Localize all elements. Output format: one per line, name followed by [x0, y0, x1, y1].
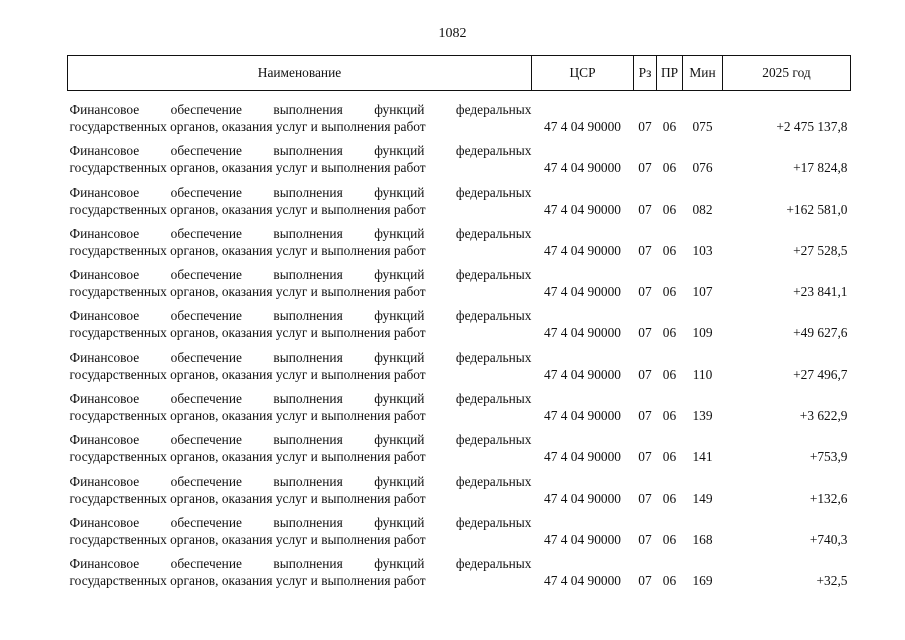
table-row	[68, 135, 851, 176]
row-name	[68, 383, 532, 424]
row-rz: 07	[638, 284, 652, 300]
row-name-line-2: государственных органов, оказания услуг и выполнения работ	[69, 160, 426, 176]
row-amount: +27 528,5	[793, 242, 848, 258]
row-name	[68, 465, 532, 506]
row-min: 107	[692, 284, 713, 300]
row-rz: 07	[638, 573, 652, 589]
row-name-line-2: государственных органов, оказания услуг и выполнения работ	[69, 119, 426, 134]
row-csr: 47 4 04 90000	[544, 242, 621, 258]
row-name-line-1: Финансовое обеспечение выполнения функций федеральных	[69, 225, 532, 241]
row-min: 141	[692, 449, 713, 465]
table-row	[68, 259, 851, 300]
table-row	[68, 300, 851, 341]
row-name-line-2: государственных органов, оказания услуг и выполнения работ	[69, 408, 426, 424]
row-rz: 07	[638, 366, 652, 382]
row-name	[68, 218, 532, 259]
row-pr: 06	[662, 366, 677, 382]
row-name	[68, 300, 532, 341]
row-name-line-2: государственных органов, оказания услуг и выполнения работ	[69, 531, 426, 547]
row-name-line-1: Финансовое обеспечение выполнения функций федеральных	[69, 143, 532, 159]
table-row	[68, 424, 851, 465]
header-name: Наименование	[68, 56, 532, 91]
row-name	[68, 507, 532, 548]
row-name	[68, 548, 532, 589]
row-amount: +27 496,7	[793, 366, 848, 382]
row-name-line-1: Финансовое обеспечение выполнения функций федеральных	[69, 349, 532, 365]
row-amount: +740,3	[809, 531, 848, 547]
row-name-line-1: Финансовое обеспечение выполнения функций федеральных	[69, 267, 532, 283]
row-csr: 47 4 04 90000	[544, 325, 621, 341]
row-rz: 07	[638, 408, 652, 424]
row-name-line-1: Финансовое обеспечение выполнения функций федеральных	[69, 184, 532, 200]
row-amount: +32,5	[816, 573, 848, 589]
row-csr: 47 4 04 90000	[544, 449, 621, 465]
row-name-line-1: Финансовое обеспечение выполнения функций федеральных	[69, 308, 532, 324]
table-row	[68, 383, 851, 424]
header-rz: Рз	[634, 56, 657, 91]
row-csr: 47 4 04 90000	[544, 408, 621, 424]
row-rz: 07	[638, 449, 652, 465]
row-csr: 47 4 04 90000	[544, 119, 621, 134]
row-pr: 06	[662, 573, 677, 589]
row-name-line-2: государственных органов, оказания услуг и выполнения работ	[69, 490, 426, 506]
row-name-line-2: государственных органов, оказания услуг и выполнения работ	[69, 201, 426, 217]
row-min: 082	[692, 201, 713, 217]
row-name	[68, 259, 532, 300]
row-pr: 06	[662, 408, 677, 424]
row-csr: 47 4 04 90000	[544, 284, 621, 300]
row-amount: +17 824,8	[793, 160, 848, 176]
row-amount: +162 581,0	[786, 201, 848, 217]
table-row	[68, 341, 851, 382]
row-rz: 07	[638, 531, 652, 547]
row-name-line-2: государственных органов, оказания услуг и выполнения работ	[69, 242, 426, 258]
header-csr: ЦСР	[532, 56, 634, 91]
row-min: 168	[692, 531, 713, 547]
row-name-line-2: государственных органов, оказания услуг и выполнения работ	[69, 449, 426, 465]
row-name-line-1: Финансовое обеспечение выполнения функций федеральных	[69, 391, 532, 407]
row-name-line-2: государственных органов, оказания услуг и выполнения работ	[69, 366, 426, 382]
budget-table	[67, 55, 851, 589]
row-csr: 47 4 04 90000	[544, 573, 621, 589]
row-pr: 06	[662, 449, 677, 465]
table-row	[68, 548, 851, 589]
row-name-line-2: государственных органов, оказания услуг и выполнения работ	[69, 325, 426, 341]
row-pr: 06	[662, 160, 677, 176]
table-row	[68, 507, 851, 548]
row-rz: 07	[638, 201, 652, 217]
row-pr: 06	[662, 201, 677, 217]
row-rz: 07	[638, 119, 652, 134]
row-min: 110	[692, 366, 713, 382]
row-rz: 07	[638, 490, 652, 506]
table-row	[68, 218, 851, 259]
row-csr: 47 4 04 90000	[544, 201, 621, 217]
header-min: Мин	[683, 56, 723, 91]
row-pr: 06	[662, 325, 677, 341]
row-name	[68, 91, 532, 136]
row-name	[68, 424, 532, 465]
row-name-line-1: Финансовое обеспечение выполнения функций федеральных	[69, 556, 532, 572]
row-name-line-2: государственных органов, оказания услуг и выполнения работ	[69, 573, 426, 589]
row-pr: 06	[662, 531, 677, 547]
row-rz: 07	[638, 160, 652, 176]
table-row	[68, 91, 851, 136]
row-min: 076	[692, 160, 713, 176]
row-csr: 47 4 04 90000	[544, 531, 621, 547]
row-pr: 06	[662, 490, 677, 506]
row-csr: 47 4 04 90000	[544, 160, 621, 176]
row-amount: +3 622,9	[799, 408, 848, 424]
row-name	[68, 135, 532, 176]
header-pr: ПР	[657, 56, 683, 91]
row-name-line-1: Финансовое обеспечение выполнения функций федеральных	[69, 102, 532, 117]
header-year: 2025 год	[723, 56, 851, 91]
row-amount: +132,6	[809, 490, 848, 506]
row-name	[68, 341, 532, 382]
table-row	[68, 465, 851, 506]
row-min: 149	[692, 490, 713, 506]
row-min: 075	[692, 119, 713, 134]
row-amount: +23 841,1	[793, 284, 848, 300]
row-min: 109	[692, 325, 713, 341]
row-pr: 06	[662, 119, 677, 134]
row-name	[68, 176, 532, 217]
row-amount: +49 627,6	[793, 325, 848, 341]
table-row	[68, 176, 851, 217]
row-amount: +753,9	[809, 449, 848, 465]
row-rz: 07	[638, 325, 652, 341]
row-csr: 47 4 04 90000	[544, 366, 621, 382]
row-rz: 07	[638, 242, 652, 258]
row-name-line-1: Финансовое обеспечение выполнения функций федеральных	[69, 514, 532, 530]
row-pr: 06	[662, 242, 677, 258]
row-name-line-2: государственных органов, оказания услуг и выполнения работ	[69, 284, 426, 300]
row-csr: 47 4 04 90000	[544, 490, 621, 506]
table-header-row	[68, 56, 851, 91]
row-min: 139	[692, 408, 713, 424]
row-amount: +2 475 137,8	[776, 119, 848, 134]
row-name-line-1: Финансовое обеспечение выполнения функций федеральных	[69, 473, 532, 489]
row-pr: 06	[662, 284, 677, 300]
page-number: 1082	[438, 26, 467, 41]
row-name-line-1: Финансовое обеспечение выполнения функций федеральных	[69, 432, 532, 448]
row-min: 103	[692, 242, 713, 258]
row-min: 169	[692, 573, 713, 589]
